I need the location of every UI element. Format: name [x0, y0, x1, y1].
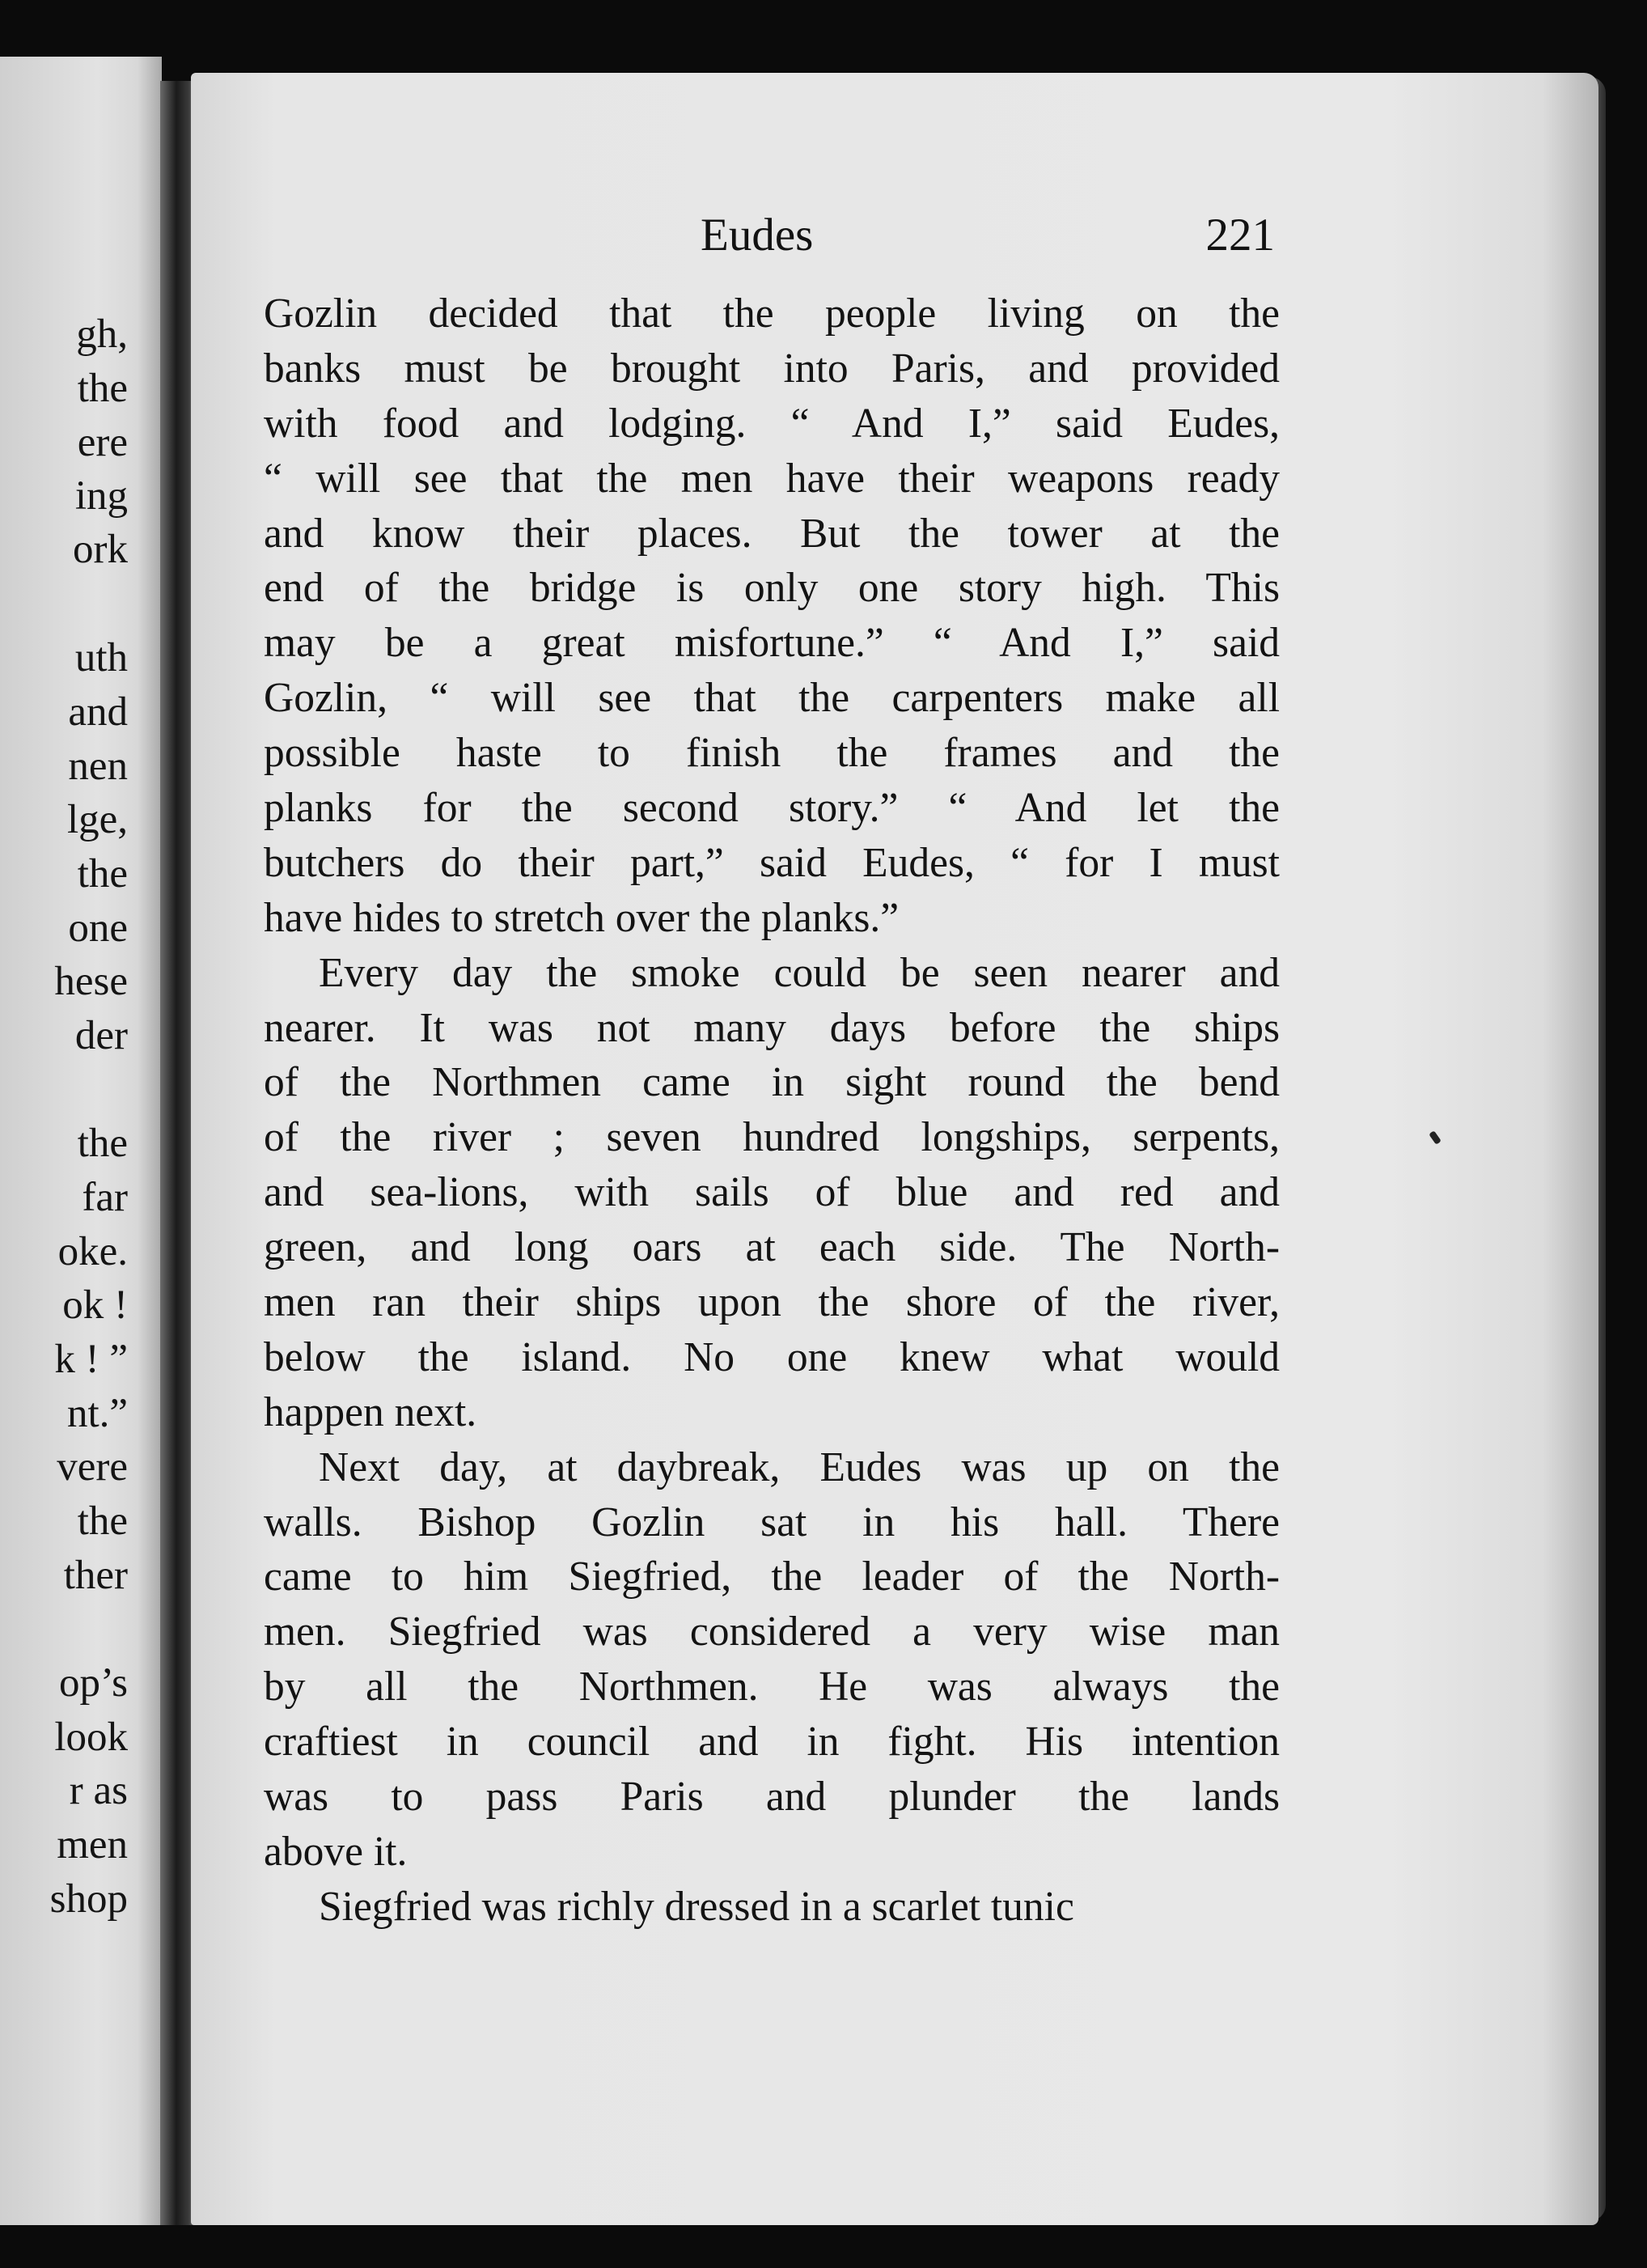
text-line: nearer. It was not many days before the ships	[264, 1004, 1280, 1051]
left-page-line: nt.”	[66, 1391, 128, 1436]
text-line: walls. Bishop Gozlin sat in his hall. There	[264, 1499, 1280, 1545]
paragraph-start-line: Siegfried was richly dressed in a scarlet tunic	[319, 1883, 1074, 1930]
text-line: planks for the second story.” “ And let the	[264, 785, 1280, 832]
left-page-line: one	[68, 905, 128, 951]
left-page-line: r as	[69, 1768, 128, 1813]
chapter-title: Eudes	[701, 210, 814, 261]
left-page-line: ing	[74, 473, 128, 519]
left-page-line: ork	[73, 527, 128, 572]
text-line: Gozlin, “ will see that the carpenters make all	[264, 675, 1280, 722]
left-page-line: shop	[49, 1876, 128, 1922]
text-line: may be a great misfortune.” “ And I,” said	[264, 620, 1280, 667]
left-page-line: the	[77, 1121, 128, 1166]
text-line: “ will see that the men have their weapons ready	[264, 455, 1280, 502]
paragraph-start-line: Next day, at daybreak, Eudes was up on the	[319, 1443, 1280, 1490]
left-page-line: men	[57, 1822, 128, 1867]
paragraph-start-line: Every day the smoke could be seen nearer and	[319, 949, 1280, 996]
left-page-line: ere	[77, 420, 128, 465]
text-line: and sea-lions, with sails of blue and red and	[264, 1169, 1280, 1216]
text-line: above it.	[264, 1828, 408, 1875]
text-line: have hides to stretch over the planks.”	[264, 894, 900, 941]
left-page-line: ok !	[62, 1282, 128, 1328]
left-page-line: oke.	[57, 1229, 128, 1274]
text-line: craftiest in council and in fight. His intention	[264, 1719, 1280, 1766]
text-line: Gozlin decided that the people living on the	[264, 290, 1280, 337]
left-page-line: k ! ”	[54, 1337, 128, 1382]
text-line: possible haste to finish the frames and the	[264, 730, 1280, 777]
left-page-line: op’s	[58, 1660, 128, 1706]
left-page-line: the	[77, 366, 128, 411]
previous-page-fragment	[0, 57, 162, 2225]
text-line: came to him Siegfried, the leader of the North-	[264, 1554, 1280, 1600]
left-page-line: gh,	[76, 312, 128, 357]
page-number: 221	[1205, 210, 1275, 261]
text-line: of the Northmen came in sight round the bend	[264, 1059, 1280, 1106]
left-page-line: hese	[54, 959, 128, 1004]
left-page-line: the	[77, 1499, 128, 1544]
left-page-line: nen	[68, 744, 128, 789]
text-line: men ran their ships upon the shore of the river,	[264, 1279, 1280, 1326]
text-line: by all the Northmen. He was always the	[264, 1664, 1280, 1711]
left-page-line: ther	[63, 1553, 128, 1598]
left-page-line: der	[74, 1013, 128, 1058]
text-line: of the river ; seven hundred longships, serpents,	[264, 1114, 1280, 1161]
text-line: was to pass Paris and plunder the lands	[264, 1774, 1280, 1821]
text-line: men. Siegfried was considered a very wise man	[264, 1609, 1280, 1655]
text-line: green, and long oars at each side. The North-	[264, 1224, 1280, 1271]
text-line: butchers do their part,” said Eudes, “ for I must	[264, 839, 1280, 886]
text-line: end of the bridge is only one story high. This	[264, 565, 1280, 612]
left-page-line: lge,	[66, 797, 128, 842]
left-page-line: look	[54, 1715, 128, 1760]
text-line: with food and lodging. “ And I,” said Eudes,	[264, 400, 1280, 447]
text-line: and know their places. But the tower at the	[264, 510, 1280, 557]
text-line: happen next.	[264, 1388, 477, 1435]
text-line: banks must be brought into Paris, and provided	[264, 345, 1280, 392]
body-text	[264, 286, 1280, 1935]
running-head	[264, 209, 1275, 265]
left-page-line: uth	[74, 635, 128, 680]
left-page-line: the	[77, 851, 128, 897]
left-page-line: far	[82, 1175, 128, 1220]
left-page-line: vere	[57, 1444, 128, 1490]
text-line: below the island. No one knew what would	[264, 1333, 1280, 1380]
left-page-line: and	[68, 689, 128, 735]
